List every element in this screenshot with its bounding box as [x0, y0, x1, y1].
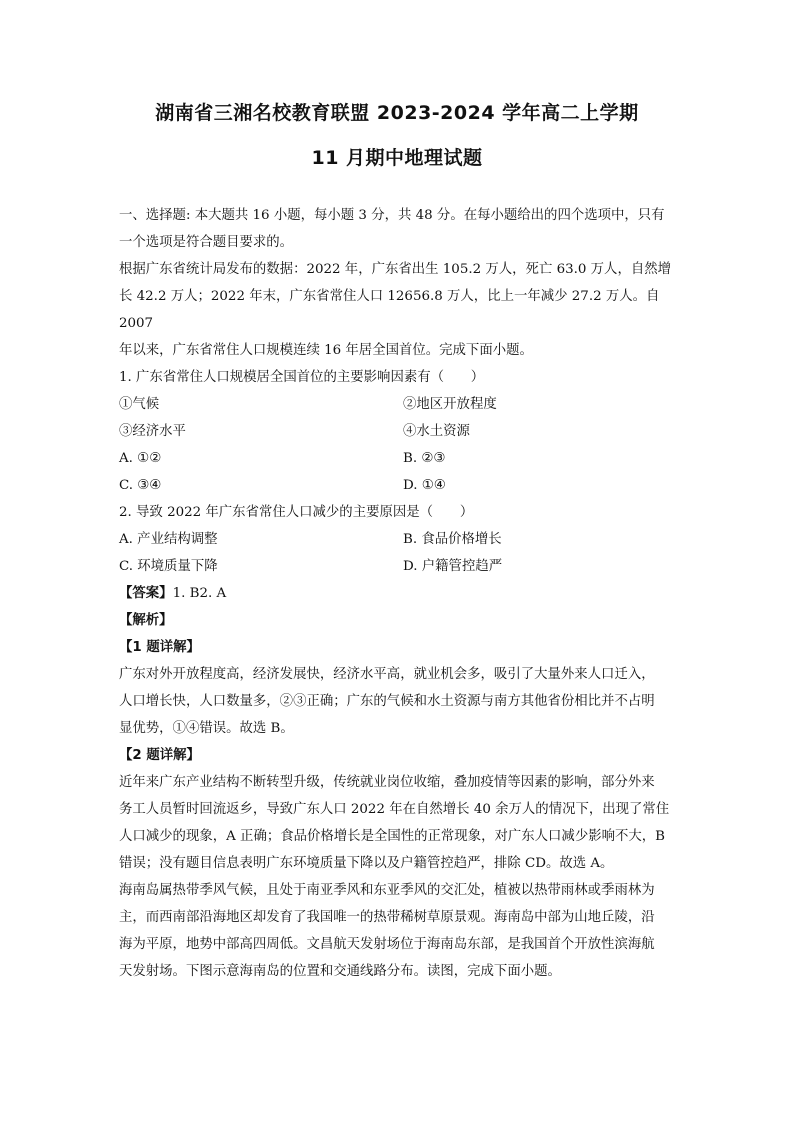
option-b: B. ②③: [403, 451, 446, 466]
passage-line: 根据广东省统计局发布的数据：2022 年，广东省出生 105.2 万人，死亡 63.0 万人，自然增: [119, 262, 672, 277]
item: ④水土资源: [403, 424, 470, 439]
option-d: D. ①④: [403, 478, 446, 493]
option-b: B. 食品价格增长: [403, 532, 502, 547]
question-1-options-row: [119, 445, 689, 472]
question-1-options-row: [119, 472, 689, 499]
item: ②地区开放程度: [403, 397, 497, 412]
option-a: A. 产业结构调整: [119, 532, 218, 547]
detail-line: 人口增长快，人口数量多，②③正确；广东的气候和水土资源与南方其他省份相比并不占明: [119, 694, 655, 709]
passage-line: 主，而西南部沿海地区却发育了我国唯一的热带稀树草原景观。海南岛中部为山地丘陵，沿: [119, 910, 655, 925]
document-body: [119, 202, 689, 985]
detail-1-label: 【1 题详解】: [119, 640, 200, 655]
option-d: D. 户籍管控趋严: [403, 559, 503, 574]
passage-line: 海为平原，地势中部高四周低。文昌航天发射场位于海南岛东部，是我国首个开放性滨海航: [119, 937, 655, 952]
passage-line: 海南岛属热带季风气候，且处于南亚季风和东亚季风的交汇处，植被以热带雨林或季雨林为: [119, 883, 655, 898]
item: ③经济水平: [119, 424, 186, 439]
answer-label: 【答案】: [119, 586, 173, 601]
section-intro-line: 一、选择题: 本大题共 16 小题，每小题 3 分，共 48 分。在每小题给出的四个选项中，只有: [119, 208, 665, 223]
analysis-label: 【解析】: [119, 613, 173, 628]
passage-line: 年以来，广东省常住人口规模连续 16 年居全国首位。完成下面小题。: [119, 343, 533, 358]
document-subtitle: 11 月期中地理试题: [311, 147, 483, 169]
question-1-items-row: [119, 391, 689, 418]
passage-line: 天发射场。下图示意海南岛的位置和交通线路分布。读图，完成下面小题。: [119, 964, 561, 979]
question-1-stem: 1. 广东省常住人口规模居全国首位的主要影响因素有（ ）: [119, 370, 485, 385]
option-a: A. ①②: [119, 451, 162, 466]
detail-line: 广东对外开放程度高，经济发展快，经济水平高，就业机会多，吸引了大量外来人口迁入，: [119, 667, 655, 682]
detail-line: 务工人员暂时回流返乡，导致广东人口 2022 年在自然增长 40 余万人的情况下，出现了常住: [119, 802, 670, 817]
question-2-options-row: [119, 526, 689, 553]
answer-1: 1. B: [172, 586, 200, 601]
answer-2: 2. A: [199, 586, 227, 601]
answer-line: [119, 580, 689, 607]
detail-line: 人口减少的现象，A 正确；食品价格增长是全国性的正常现象，对广东人口减少影响不大，B: [119, 829, 665, 844]
detail-line: 近年来广东产业结构不断转型升级，传统就业岗位收缩，叠加疫情等因素的影响，部分外来: [119, 775, 655, 790]
detail-2-label: 【2 题详解】: [119, 748, 200, 763]
document-title: 湖南省三湘名校教育联盟 2023-2024 学年高二上学期: [155, 102, 639, 124]
question-1-items-row: [119, 418, 689, 445]
item: ①气候: [119, 397, 160, 412]
question-2-options-row: [119, 553, 689, 580]
option-c: C. 环境质量下降: [119, 559, 218, 574]
detail-line: 显优势，①④错误。故选 B。: [119, 721, 294, 736]
passage-line: 长 42.2 万人；2022 年末，广东省常住人口 12656.8 万人，比上一年减少 27.2 万人。自 2007: [119, 289, 660, 331]
detail-line: 错误；没有题目信息表明广东环境质量下降以及户籍管控趋严，排除 CD。故选 A。: [119, 856, 614, 871]
question-2-stem: 2. 导致 2022 年广东省常住人口减少的主要原因是（ ）: [119, 505, 474, 520]
section-intro-line: 一个选项是符合题目要求的。: [119, 235, 294, 250]
option-c: C. ③④: [119, 478, 162, 493]
